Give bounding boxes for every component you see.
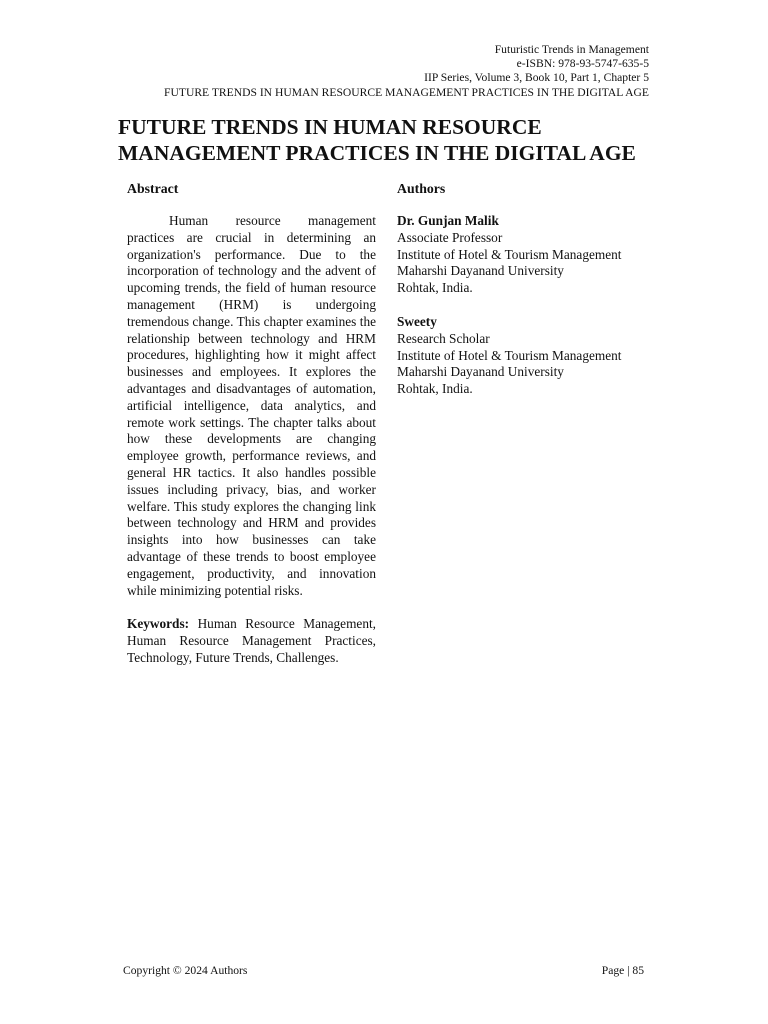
abstract-column [127,180,376,667]
author-institute: Institute of Hotel & Tourism Management [397,347,622,363]
abstract-text: Human resource management practices are crucial in determining an organization's performance. Due to the incorporation of technology and the advent of upcoming trends, the field of human resource management (HRM) is undergoing tremendous change. This chapter examines the relationship between technology and HRM procedures, highlighting how it might affect businesses and employees. It explores the advantages and disadvantages of automation, artificial intelligence, data analytics, and remote work settings. The chapter talks about how these developments are changing employee growth, performance reviews, and general HR tactics. It also handles possible issues including privacy, bias, and worker welfare. This study explores the changing link between technology and HRM and provides insights into how businesses can take advantage of these trends to boost employee engagement, productivity, and innovation while minimizing potential risks. [127,213,376,598]
authors-column [397,180,667,415]
running-header [164,43,649,100]
header-chapter-title: FUTURE TRENDS IN HUMAN RESOURCE MANAGEMENT PRACTICES IN THE DIGITAL AGE [164,85,649,99]
chapter-title-line-2: MANAGEMENT PRACTICES IN THE DIGITAL AGE [118,141,636,165]
author-role: Associate Professor [397,229,503,245]
authors-heading: Authors [397,181,446,196]
header-isbn: e-ISBN: 978-93-5747-635-5 [516,57,649,71]
copyright-footer: Copyright © 2024 Authors [123,964,248,977]
author-entry [397,314,667,398]
author-location: Rohtak, India. [397,280,473,296]
author-location: Rohtak, India. [397,381,473,397]
author-university: Maharshi Dayanand University [397,364,564,380]
author-name: Dr. Gunjan Malik [397,213,499,228]
page-number: Page | 85 [601,964,644,977]
header-volume-info: IIP Series, Volume 3, Book 10, Part 1, Chapter 5 [424,71,649,85]
keywords-text: Human Resource Management, Human Resource Management Practices, Technology, Future Trends, Challenges. [127,616,376,665]
keywords-paragraph [127,616,376,666]
author-institute: Institute of Hotel & Tourism Management [397,246,622,262]
author-name: Sweety [397,313,437,329]
header-series-title: Futuristic Trends in Management [494,43,649,56]
chapter-title-line-1: FUTURE TRENDS IN HUMAN RESOURCE [118,115,542,139]
chapter-title [118,114,658,166]
author-role: Research Scholar [397,330,490,346]
author-university: Maharshi Dayanand University [397,263,564,279]
author-entry [397,213,667,297]
keywords-label: Keywords: [127,616,190,632]
abstract-heading: Abstract [127,181,179,196]
